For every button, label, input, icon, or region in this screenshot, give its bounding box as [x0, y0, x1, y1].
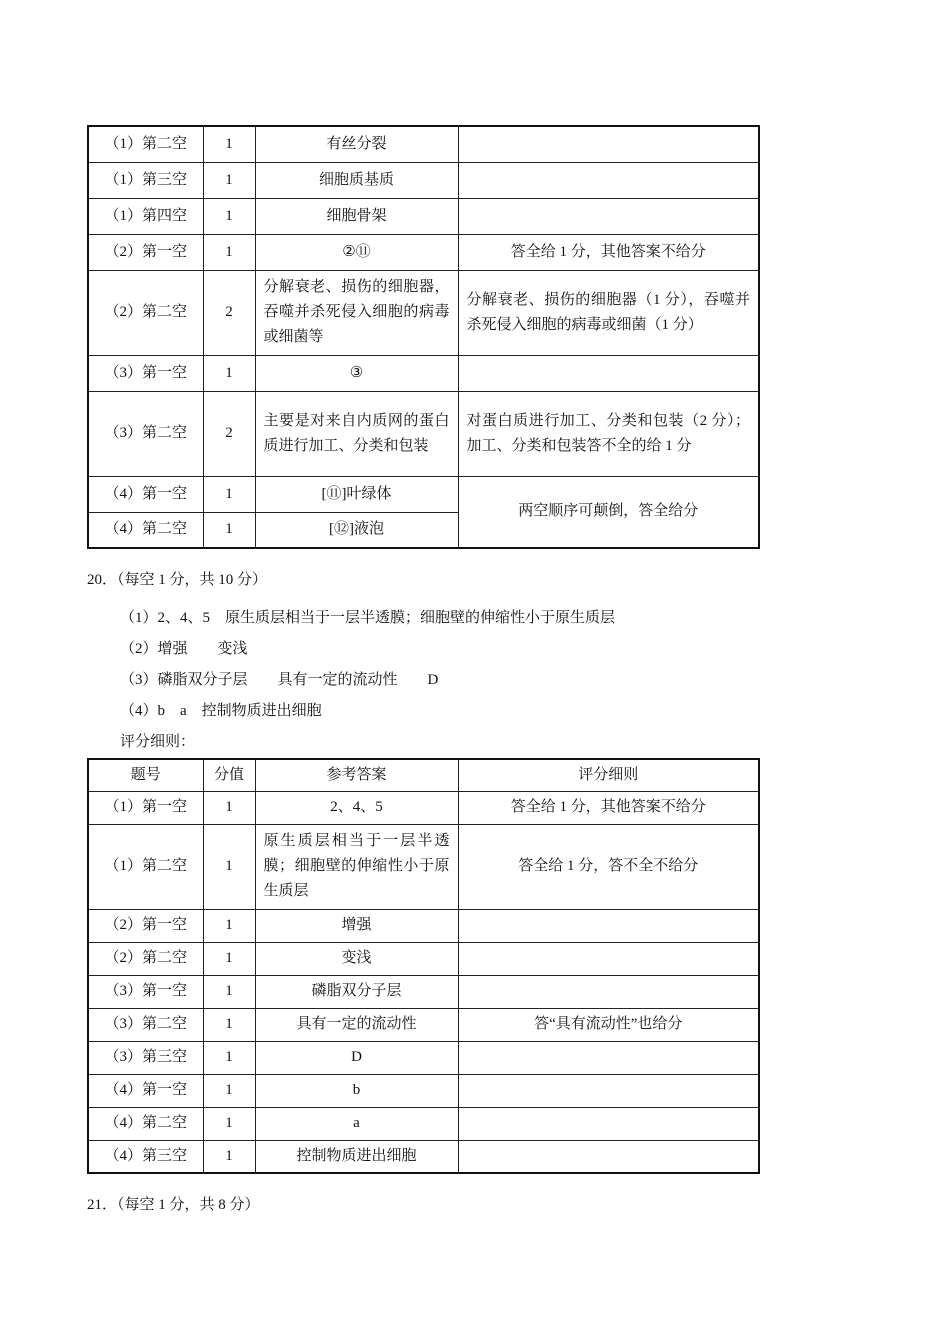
- question-cell: （4）第三空: [88, 1140, 203, 1173]
- table-row: [88, 1107, 759, 1140]
- table-row: [88, 234, 759, 270]
- question-cell: （4）第二空: [88, 512, 203, 548]
- question-20-heading: 20．（每空 1 分，共 10 分）: [87, 572, 268, 588]
- question-cell: （4）第二空: [88, 1107, 203, 1140]
- question-cell: （4）第一空: [88, 476, 203, 512]
- table-row: [88, 476, 759, 512]
- answer-cell: 具有一定的流动性: [255, 1008, 458, 1041]
- rule-cell: [458, 1074, 759, 1107]
- answer-line: （2）增强 变浅: [120, 641, 248, 657]
- table-row: [88, 791, 759, 824]
- table-row: [88, 1008, 759, 1041]
- score-cell: 1: [203, 476, 255, 512]
- answer-cell: D: [255, 1041, 458, 1074]
- answer-line: （3）磷脂双分子层 具有一定的流动性 D: [120, 672, 439, 688]
- rule-cell: 分解衰老、损伤的细胞器（1 分），吞噬并杀死侵入细胞的病毒或细菌（1 分）: [458, 270, 759, 355]
- question-21-heading: 21．（每空 1 分，共 8 分）: [87, 1197, 260, 1213]
- question-cell: （2）第二空: [88, 942, 203, 975]
- answer-cell: 磷脂双分子层: [255, 975, 458, 1008]
- answer-cell: 细胞骨架: [255, 198, 458, 234]
- answer-cell: ②⑪: [255, 234, 458, 270]
- table-row: [88, 162, 759, 198]
- question-cell: （3）第一空: [88, 975, 203, 1008]
- score-cell: 1: [203, 234, 255, 270]
- rule-cell: [458, 1107, 759, 1140]
- score-cell: 1: [203, 824, 255, 909]
- answer-cell: [⑪]叶绿体: [255, 476, 458, 512]
- score-cell: 2: [203, 270, 255, 355]
- question-cell: （2）第一空: [88, 909, 203, 942]
- table-row: [88, 126, 759, 162]
- answer-cell: 主要是对来自内质网的蛋白质进行加工、分类和包装: [255, 391, 458, 476]
- rule-cell: [458, 126, 759, 162]
- score-cell: 1: [203, 975, 255, 1008]
- score-cell: 1: [203, 942, 255, 975]
- rule-cell: 答全给 1 分，答不全不给分: [458, 824, 759, 909]
- rule-cell: [458, 1140, 759, 1173]
- table-row: [88, 942, 759, 975]
- rule-cell: [458, 942, 759, 975]
- question-cell: （3）第二空: [88, 1008, 203, 1041]
- question-cell: （1）第二空: [88, 824, 203, 909]
- score-cell: 1: [203, 1041, 255, 1074]
- rule-cell: [458, 198, 759, 234]
- answer-cell: 2、4、5: [255, 791, 458, 824]
- header-rule: 评分细则: [458, 759, 759, 791]
- question-cell: （3）第二空: [88, 391, 203, 476]
- answer-line: （4）b a 控制物质进出细胞: [120, 703, 322, 719]
- score-cell: 1: [203, 162, 255, 198]
- answer-cell: [⑫]液泡: [255, 512, 458, 548]
- table-row: [88, 909, 759, 942]
- question-cell: （1）第四空: [88, 198, 203, 234]
- rule-cell: 答“具有流动性”也给分: [458, 1008, 759, 1041]
- answer-cell: 分解衰老、损伤的细胞器，吞噬并杀死侵入细胞的病毒或细菌等: [255, 270, 458, 355]
- table-row: [88, 1074, 759, 1107]
- header-score: 分值: [203, 759, 255, 791]
- score-cell: 1: [203, 355, 255, 391]
- score-cell: 1: [203, 198, 255, 234]
- score-cell: 1: [203, 512, 255, 548]
- table-row: [88, 198, 759, 234]
- score-cell: 1: [203, 126, 255, 162]
- answer-cell: 原生质层相当于一层半透膜；细胞壁的伸缩性小于原生质层: [255, 824, 458, 909]
- question-cell: （3）第三空: [88, 1041, 203, 1074]
- scoring-table-19: [87, 125, 760, 549]
- score-cell: 2: [203, 391, 255, 476]
- score-cell: 1: [203, 1140, 255, 1173]
- scoring-table-20: [87, 758, 760, 1174]
- rule-cell: 对蛋白质进行加工、分类和包装（2 分）；加工、分类和包装答不全的给 1 分: [458, 391, 759, 476]
- table-row: [88, 270, 759, 355]
- table-row: [88, 1140, 759, 1173]
- answer-cell: ③: [255, 355, 458, 391]
- answer-cell: 细胞质基质: [255, 162, 458, 198]
- rule-cell: [458, 355, 759, 391]
- question-cell: （1）第一空: [88, 791, 203, 824]
- answer-cell: a: [255, 1107, 458, 1140]
- question-cell: （4）第一空: [88, 1074, 203, 1107]
- score-cell: 1: [203, 791, 255, 824]
- answer-cell: 增强: [255, 909, 458, 942]
- answer-line: （1）2、4、5 原生质层相当于一层半透膜；细胞壁的伸缩性小于原生质层: [120, 610, 616, 626]
- table-row: [88, 824, 759, 909]
- answer-cell: 有丝分裂: [255, 126, 458, 162]
- score-cell: 1: [203, 1107, 255, 1140]
- question-cell: （1）第二空: [88, 126, 203, 162]
- rule-cell: 两空顺序可颠倒，答全给分: [458, 476, 759, 548]
- question-cell: （1）第三空: [88, 162, 203, 198]
- table-row: [88, 391, 759, 476]
- table-row: [88, 355, 759, 391]
- answer-cell: 控制物质进出细胞: [255, 1140, 458, 1173]
- header-question: 题号: [88, 759, 203, 791]
- table-row: [88, 975, 759, 1008]
- question-cell: （2）第一空: [88, 234, 203, 270]
- answer-cell: b: [255, 1074, 458, 1107]
- table-row: [88, 1041, 759, 1074]
- score-cell: 1: [203, 1008, 255, 1041]
- header-answer: 参考答案: [255, 759, 458, 791]
- scoring-rules-label: 评分细则：: [120, 734, 196, 750]
- answer-cell: 变浅: [255, 942, 458, 975]
- rule-cell: 答全给 1 分，其他答案不给分: [458, 234, 759, 270]
- score-cell: 1: [203, 909, 255, 942]
- rule-cell: [458, 909, 759, 942]
- score-cell: 1: [203, 1074, 255, 1107]
- question-cell: （3）第一空: [88, 355, 203, 391]
- rule-cell: [458, 975, 759, 1008]
- rule-cell: [458, 1041, 759, 1074]
- rule-cell: 答全给 1 分，其他答案不给分: [458, 791, 759, 824]
- question-cell: （2）第二空: [88, 270, 203, 355]
- table-header-row: [88, 759, 759, 791]
- rule-cell: [458, 162, 759, 198]
